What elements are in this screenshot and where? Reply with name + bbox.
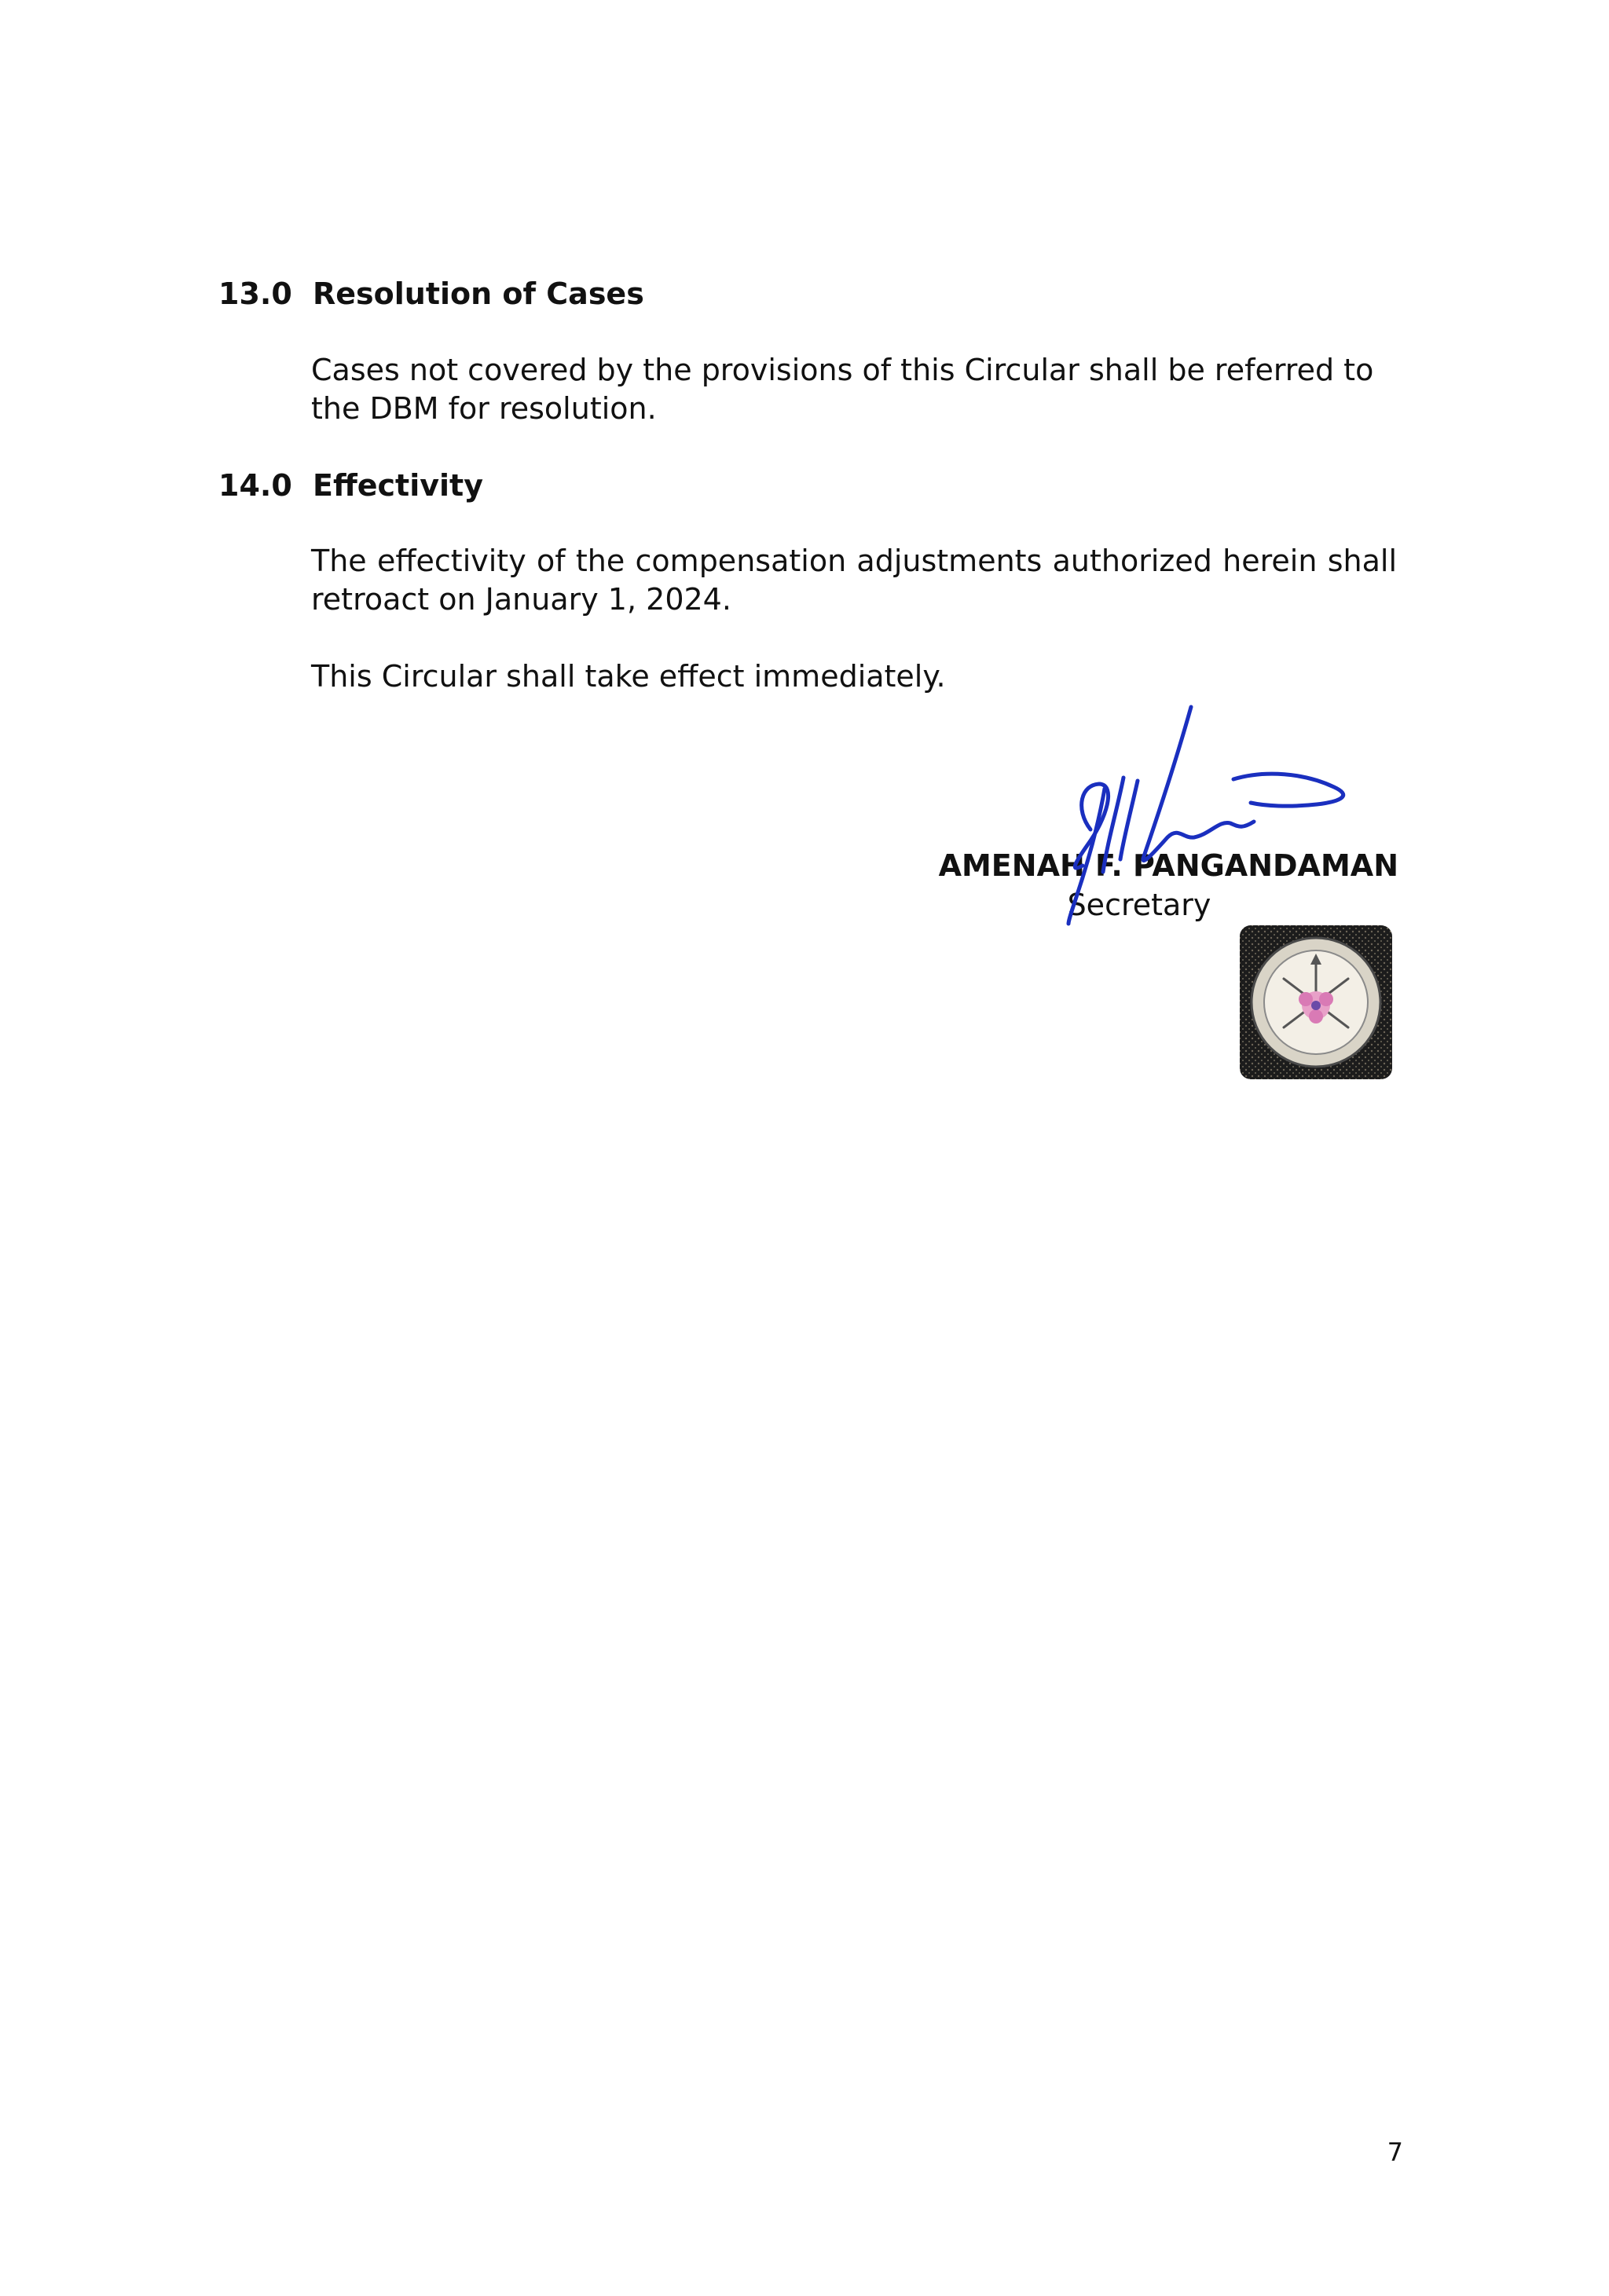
section-heading-14 [218, 466, 483, 505]
section-number: 14.0 [218, 468, 292, 503]
section-14-paragraph-1: The effectivity of the compensation adjustments authorized herein shall retroact on January 1, 2024. [311, 544, 1397, 617]
page-number: 7 [1387, 2137, 1403, 2167]
handwritten-signature [1006, 691, 1367, 927]
section-13-paragraph: Cases not covered by the provisions of this Circular shall be referred to the DBM for resolution. [311, 353, 1374, 426]
signatory-name: AMENAH F. PANGANDAMAN [938, 848, 1398, 883]
signatory-designation: Secretary [1067, 888, 1211, 922]
section-title: Effectivity [313, 468, 483, 503]
section-heading-13 [218, 274, 644, 313]
section-title: Resolution of Cases [313, 276, 644, 311]
section-14-paragraph-2: This Circular shall take effect immediately. [311, 659, 946, 694]
section-number: 13.0 [218, 276, 292, 311]
department-seal [1238, 924, 1394, 1081]
